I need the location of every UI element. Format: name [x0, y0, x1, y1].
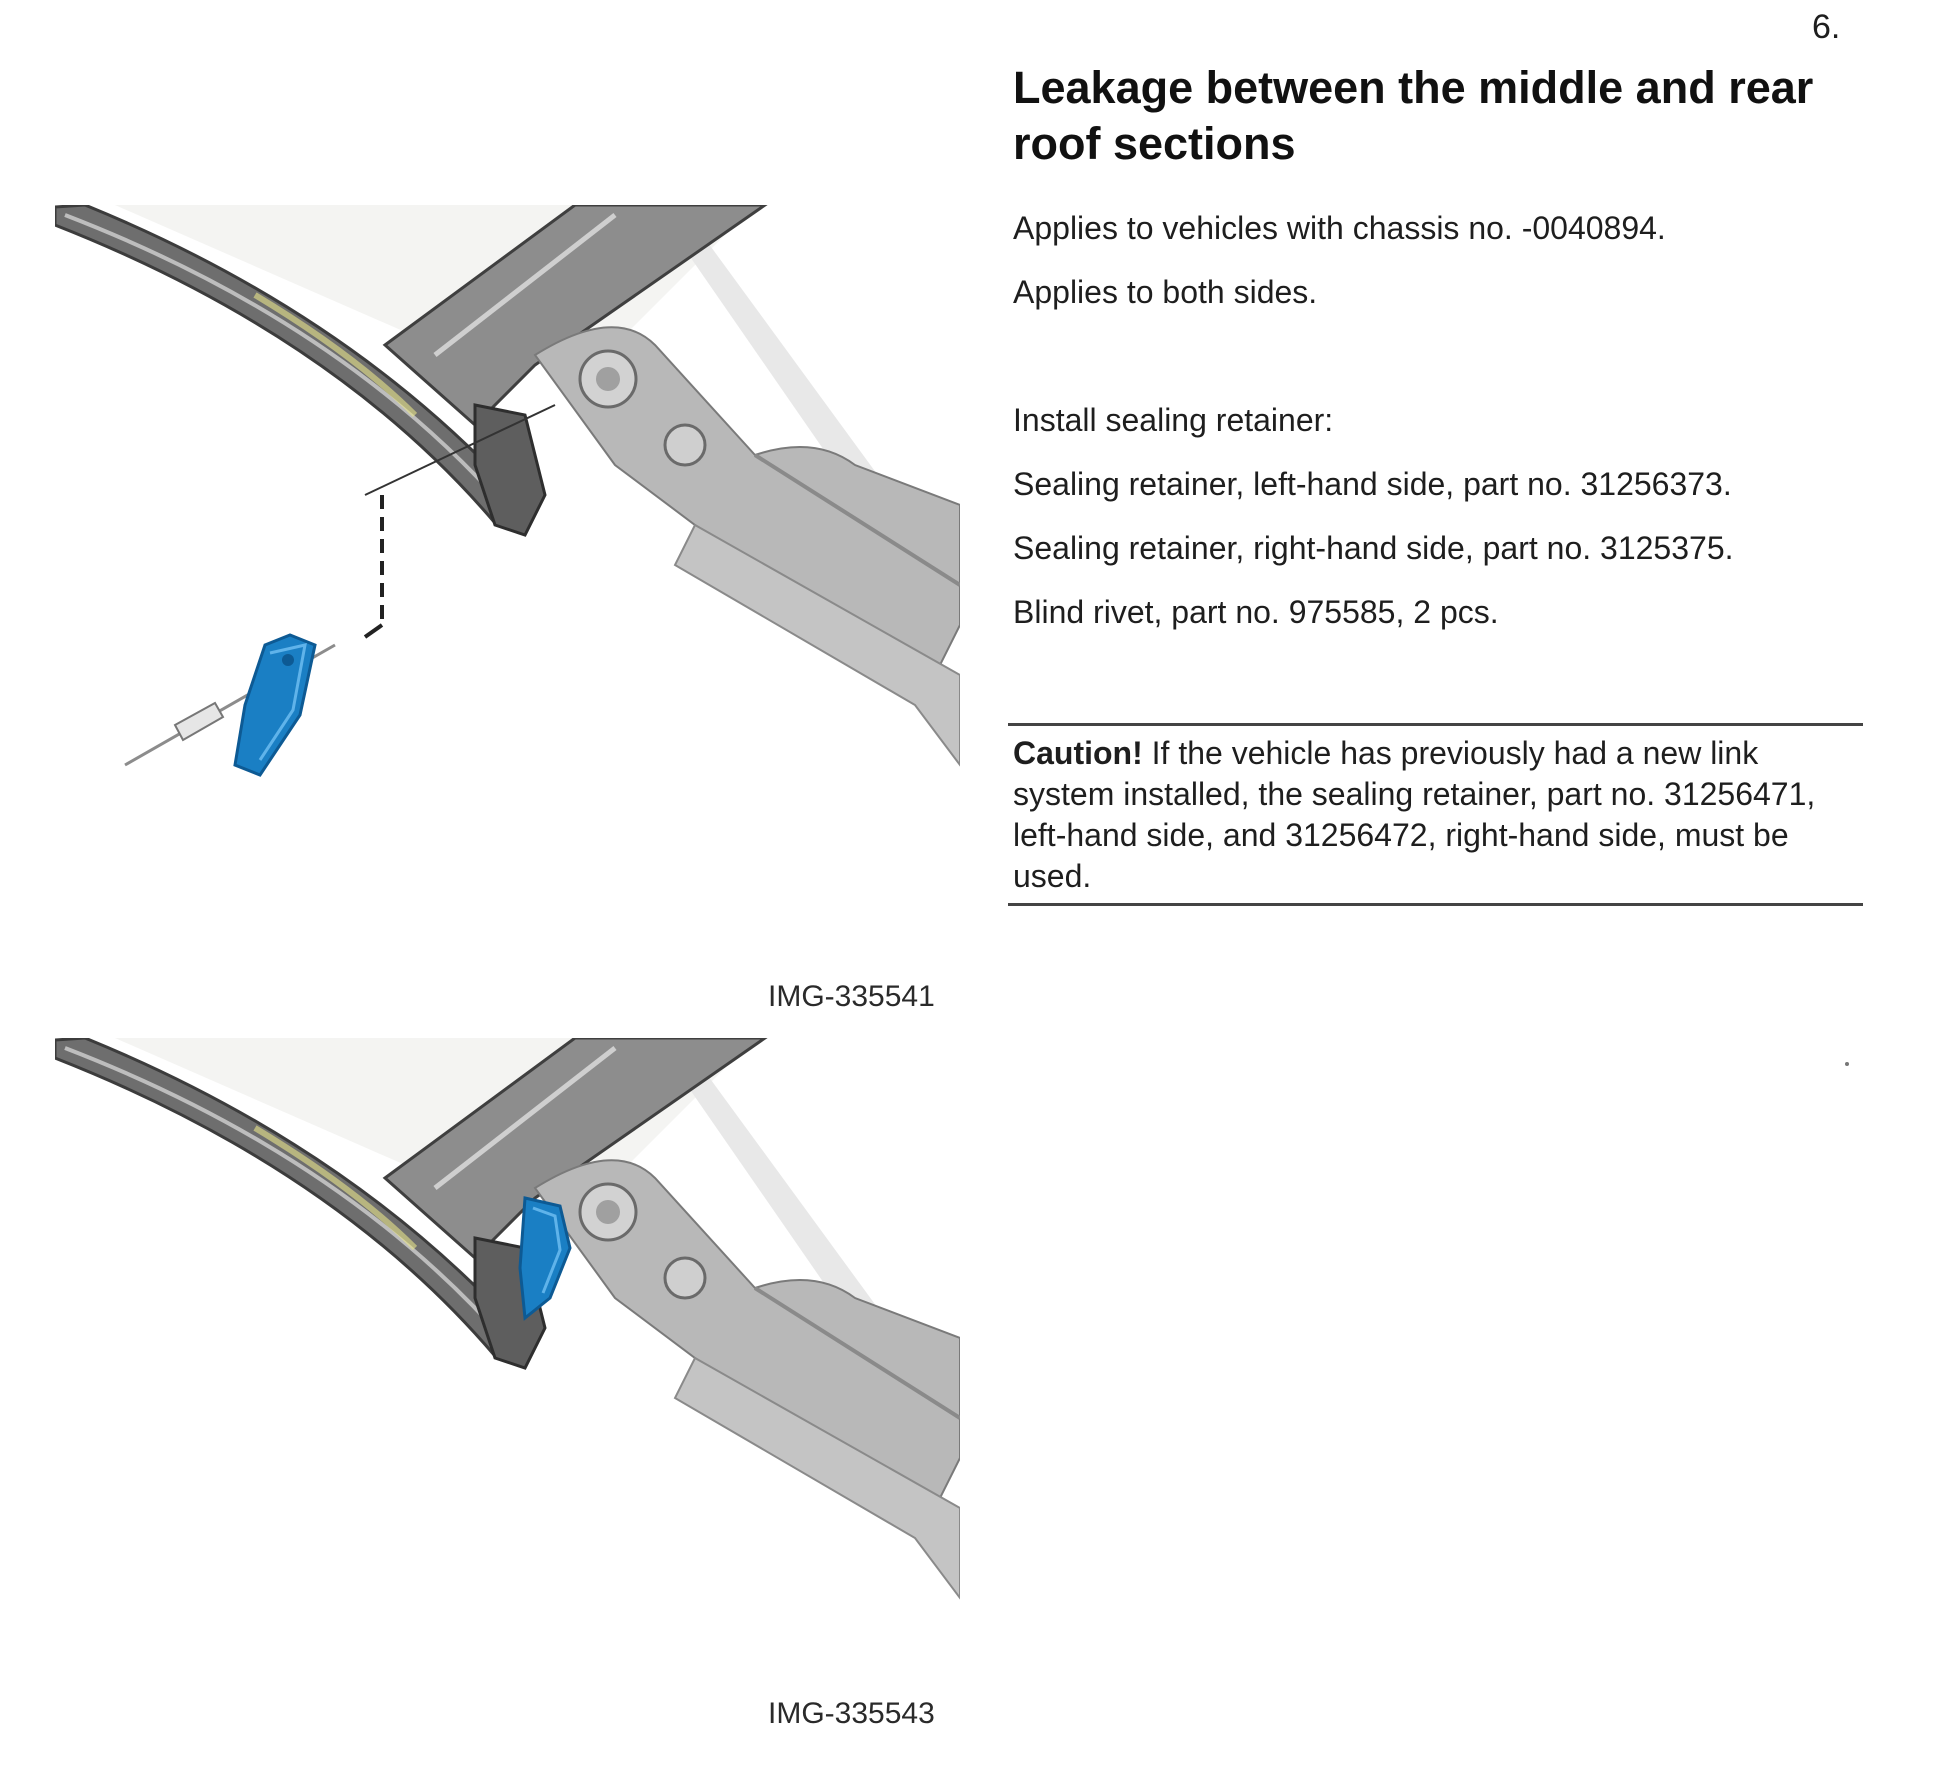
retainer-hole: [282, 654, 294, 666]
caution-label: Caution!: [1013, 735, 1143, 771]
sealing-retainer-part: [520, 1198, 570, 1318]
install-heading-text: Install sealing retainer:: [1013, 402, 1334, 438]
part-left-text: Sealing retainer, left-hand side, part no. 31256373.: [1013, 466, 1732, 502]
figure-caption: IMG-335541: [768, 980, 935, 1013]
page-number: 6.: [1812, 8, 1841, 46]
link-bolt: [665, 1258, 705, 1298]
illustration-retainer-installed: [55, 1038, 960, 1658]
instructions-column: [1013, 60, 1863, 656]
caution-box: [1008, 723, 1863, 906]
page-title: Leakage between the middle and rear roof sections: [1013, 62, 1814, 169]
figure-exploded-view: [55, 205, 960, 825]
applies-chassis-text: Applies to vehicles with chassis no. -0040894.: [1013, 210, 1666, 246]
link-bolt: [665, 425, 705, 465]
part-right-text: Sealing retainer, right-hand side, part no. 3125375.: [1013, 530, 1734, 566]
caution-text: If the vehicle has previously had a new link system installed, the sealing retainer, part no. 31256471, left-hand side, and 31256472, right-hand side, must be used.: [1013, 735, 1816, 894]
pivot-bolt-center: [596, 367, 620, 391]
illustration-retainer-exploded: [55, 205, 960, 825]
figure-caption: IMG-335543: [768, 1697, 935, 1730]
stray-dot: [1845, 1062, 1849, 1066]
rivet-text: Blind rivet, part no. 975585, 2 pcs.: [1013, 594, 1499, 630]
rivet-icon: [175, 703, 223, 740]
assembly-dashed-end: [365, 625, 382, 637]
lower-bracket: [475, 405, 545, 535]
applies-sides-text: Applies to both sides.: [1013, 274, 1318, 310]
pivot-bolt-center: [596, 1200, 620, 1224]
figure-installed-view: [55, 1038, 960, 1658]
